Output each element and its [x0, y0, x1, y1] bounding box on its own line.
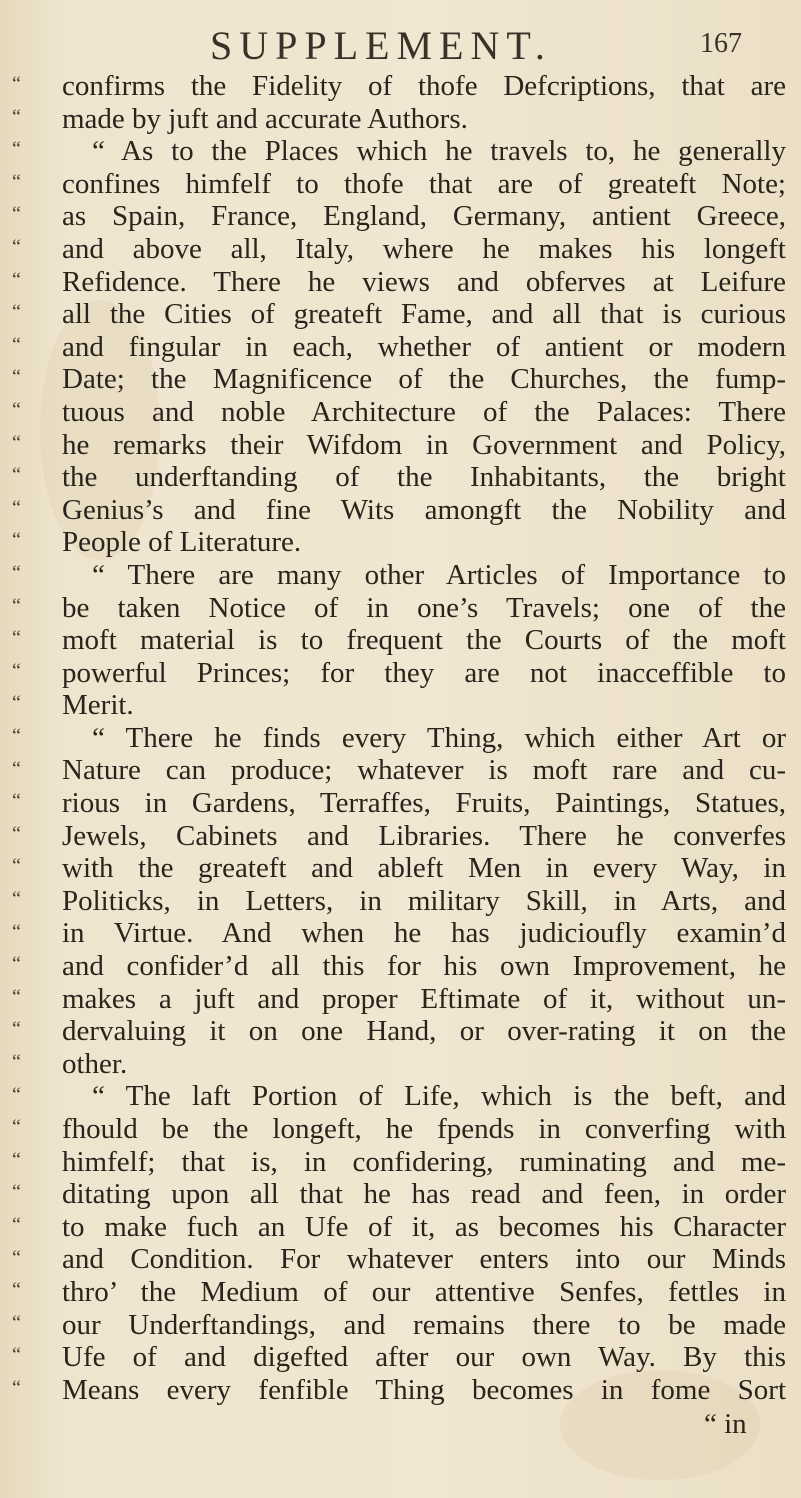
- body-text: [62, 70, 786, 1406]
- text-line: Means every fenfible Thing becomes in fome Sort: [62, 1373, 786, 1406]
- gutter-quote-mark: “: [12, 1377, 21, 1399]
- gutter-quote-mark: “: [12, 1311, 21, 1334]
- text-line: Nature can produce; whatever is moft rare and cu-: [62, 754, 786, 787]
- text-line: Jewels, Cabinets and Libraries. There he converfes: [62, 819, 786, 852]
- gutter-quote-mark: “: [12, 985, 21, 1008]
- gutter-quote-mark: “: [12, 594, 21, 617]
- text-line: he remarks their Wifdom in Government and Policy,: [62, 428, 786, 461]
- text-line: and confider’d all this for his own Improvement, he: [62, 950, 786, 983]
- gutter-quote-mark: “: [12, 855, 21, 878]
- text-line: moft material is to frequent the Courts of the moft: [62, 624, 786, 657]
- text-line: himfelf; that is, in confidering, ruminating and me-: [62, 1145, 786, 1178]
- gutter-quote-mark: “: [12, 953, 21, 976]
- gutter-quote-mark: “: [12, 333, 21, 356]
- text-line: tuous and noble Architecture of the Palaces: There: [62, 395, 786, 428]
- gutter-quote-mark: “: [12, 1279, 21, 1302]
- gutter-quote-mark: “: [12, 236, 21, 258]
- text-line: fhould be the longeft, he fpends in converfing with: [62, 1113, 786, 1145]
- text-line: be taken Notice of in one’s Travels; one of the: [62, 591, 786, 624]
- gutter-quote-mark: “: [12, 1344, 21, 1367]
- gutter-quote-mark: “: [12, 496, 21, 519]
- text-line: Genius’s and fine Wits amongft the Nobility and: [62, 493, 786, 526]
- gutter-quote-mark: “: [12, 105, 21, 128]
- gutter-quote-mark: “: [12, 399, 21, 421]
- gutter-quote-mark: “: [12, 138, 21, 161]
- gutter-quote-mark: “: [12, 73, 21, 95]
- gutter-quote-mark: “: [12, 431, 21, 454]
- gutter-quote-mark: “: [12, 790, 21, 813]
- gutter-quote-mark: “: [12, 1116, 21, 1139]
- gutter-quote-mark: “: [12, 268, 21, 291]
- text-line: “ As to the Places which he travels to, he generally: [92, 135, 786, 168]
- gutter-quote-mark: “: [12, 464, 21, 487]
- gutter-quote-mark: “: [12, 888, 21, 910]
- text-line: People of Literature.: [62, 526, 302, 559]
- gutter-quote-mark: “: [12, 822, 21, 845]
- text-line: confines himfelf to thofe that are of greateft Note;: [62, 167, 786, 200]
- gutter-quote-mark: “: [12, 692, 21, 715]
- gutter-quote-mark: “: [12, 1181, 21, 1204]
- gutter-quote-mark: “: [12, 170, 21, 193]
- gutter-quote-mark: “: [12, 1083, 21, 1106]
- text-line: with the greateft and ableft Men in every Way, in: [62, 852, 786, 885]
- text-line: thro’ the Medium of our attentive Senfes, fettles in: [62, 1275, 786, 1308]
- catchword: “ in: [704, 1408, 747, 1440]
- text-line: ditating upon all that he has read and feen, in order: [62, 1178, 786, 1211]
- text-line: to make fuch an Ufe of it, as becomes his Character: [62, 1210, 786, 1243]
- gutter-quote-mark: “: [12, 1214, 21, 1236]
- gutter-quote-mark: “: [12, 1051, 21, 1073]
- gutter-quote-mark: “: [12, 301, 21, 324]
- gutter-quote-mark: “: [12, 920, 21, 943]
- text-line: Ufe of and digefted after our own Way. By this: [62, 1341, 786, 1374]
- gutter-quote-mark: “: [12, 203, 21, 226]
- quotation-gutter: [12, 0, 48, 1498]
- text-line: our Underftandings, and remains there to be made: [62, 1308, 786, 1341]
- text-line: other.: [62, 1047, 128, 1080]
- text-line: made by juft and accurate Authors.: [62, 102, 468, 135]
- text-line: Date; the Magnificence of the Churches, the fump-: [62, 363, 786, 396]
- text-line: as Spain, France, England, Germany, antient Greece,: [62, 200, 786, 233]
- text-line: and Condition. For whatever enters into our Minds: [62, 1243, 786, 1276]
- gutter-quote-mark: “: [12, 529, 21, 552]
- gutter-quote-mark: “: [12, 725, 21, 747]
- running-head: SUPPLEMENT.: [210, 23, 552, 68]
- gutter-quote-mark: “: [12, 1246, 21, 1269]
- gutter-quote-mark: “: [12, 627, 21, 650]
- gutter-quote-mark: “: [12, 366, 21, 389]
- text-line: Politicks, in Letters, in military Skill, in Arts, and: [62, 884, 786, 917]
- text-line: powerful Princes; for they are not inacceffible to: [62, 656, 786, 689]
- text-line: and fingular in each, whether of antient or modern: [62, 330, 786, 363]
- text-line: “ There he finds every Thing, which either Art or: [92, 721, 786, 754]
- text-line: the underftanding of the Inhabitants, the bright: [62, 461, 786, 494]
- page-header: [0, 20, 801, 70]
- text-line: confirms the Fidelity of thofe Defcriptions, that are: [62, 70, 786, 102]
- gutter-quote-mark: “: [12, 1148, 21, 1171]
- text-line: in Virtue. And when he has judicioufly examin’d: [62, 917, 786, 950]
- text-line: dervaluing it on one Hand, or over-rating it on the: [62, 1015, 786, 1048]
- gutter-quote-mark: “: [12, 757, 21, 780]
- gutter-quote-mark: “: [12, 562, 21, 584]
- text-line: makes a juft and proper Eftimate of it, without un-: [62, 982, 786, 1015]
- text-line: Refidence. There he views and obferves at Leifure: [62, 265, 786, 298]
- text-line: rious in Gardens, Terraffes, Fruits, Paintings, Statues,: [62, 787, 786, 820]
- text-line: “ There are many other Articles of Importance to: [92, 558, 786, 591]
- gutter-quote-mark: “: [12, 659, 21, 682]
- text-line: Merit.: [62, 689, 134, 722]
- page-number: 167: [700, 28, 742, 59]
- text-line: “ The laft Portion of Life, which is the beft, and: [92, 1080, 786, 1113]
- text-line: all the Cities of greateft Fame, and all that is curious: [62, 298, 786, 331]
- gutter-quote-mark: “: [12, 1018, 21, 1041]
- text-line: and above all, Italy, where he makes his longeft: [62, 232, 786, 265]
